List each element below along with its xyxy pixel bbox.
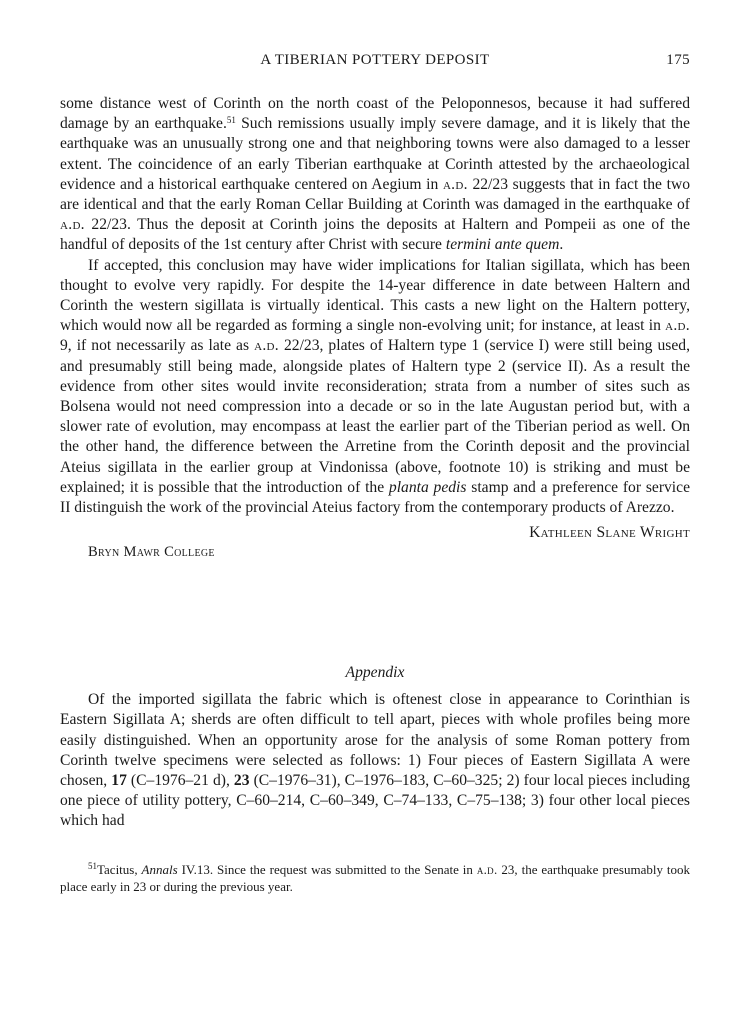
appendix-text-c: (C–1976–31), C–1976–183, C–60–325; 2) four local pieces including one piece of utility pottery, C–60–214, C–60–349, C–74–133, C–75–138; 3) four other local pieces which had xyxy=(60,772,690,830)
para2-text-c: 22/23, plates of Haltern type 1 (service I) were still being used, and presumably still being made, alongside plates of Haltern type 2 (service II). As a result the evidence from other sites would invite reconsideration; strata from a number of sites such as Bolsena would not need compression into a decade or so in the late Augustan period but, with a slower rate of evolution, may encompass at least the earlier part of the Tiberian period as well. On the other hand, the difference between the Arretine from the Corinth deposit and the provincial Ateius sigillata in the earlier group at Vindonissa (above, footnote 10) is striking and must be explained; it is possible that the introduction of the xyxy=(60,337,690,496)
footnote-number: 51 xyxy=(88,860,97,871)
page-number: 175 xyxy=(666,52,690,68)
para1-text-b: Such remissions usually imply severe damage, and it is likely that the earthquake was an unusually strong one and that neighboring towns were also damaged to a lesser extent. The coincidence of an early Tiberian earthquake at Corinth attested by the archaeological evidence and a historical earthquake centered on Aegium in xyxy=(60,115,691,193)
footnote-ad: a.d. xyxy=(476,861,498,877)
para1-ad-2: a.d. xyxy=(60,216,85,234)
para2-text-a: If accepted, this conclusion may have wider implications for Italian sigillata, which has been thought to evolve very rapidly. For despite the 14-year difference in date between Haltern and Corinth the western sigillata is virtually identical. This casts a new light on the Haltern pottery, which would now all be regarded as forming a single non-evolving unit; for instance, at least in xyxy=(60,256,690,335)
para2-ad-2: a.d. xyxy=(254,337,279,355)
para1-italic-termini: termini ante quem xyxy=(445,236,560,254)
para1-ad-1: a.d. xyxy=(442,175,468,193)
author-affiliation: Bryn Mawr College xyxy=(88,544,215,561)
para1-text-d: 22/23. Thus the deposit at Corinth joins the deposits at Haltern and Pompeii as one of the handful of deposits of the 1st century after Christ with secure xyxy=(60,216,690,254)
para2-italic-planta: planta pedis xyxy=(388,478,467,496)
para2-text-b: 9, if not necessarily as late as xyxy=(60,337,255,355)
para1-text-c: 22/23 suggests that in fact the two are identical and that the early Roman Cellar Building at Corinth was damaged in the earthquake of xyxy=(60,175,690,214)
footnote-ref-51[interactable]: 51 xyxy=(226,115,236,126)
appendix-paragraph xyxy=(60,690,690,831)
running-title: A TIBERIAN POTTERY DEPOSIT xyxy=(260,52,490,68)
footnote-51 xyxy=(60,861,690,895)
footnote-text-a: IV.13. Since the request was submitted to the Senate in xyxy=(177,861,477,877)
author-name: Kathleen Slane Wright xyxy=(529,524,690,542)
body-paragraph-2 xyxy=(60,256,690,519)
appendix-text-a: Of the imported sigillata the fabric which is oftenest close in appearance to Corinthian is Eastern Sigillata A; sherds are often difficult to tell apart, pieces with whole profiles being more easily distinguished. When an opportunity arose for the analysis of some Roman pottery from Corinth twelve specimens were selected as follows: 1) Four pieces of Eastern Sigillata A were chosen, xyxy=(60,691,690,790)
footnote-text-b: 23, the earthquake presumably took place early in 23 or during the previous year. xyxy=(60,861,691,894)
footnote-work: Annals xyxy=(141,861,178,877)
para1-text-e: . xyxy=(559,236,564,254)
appendix-bold-23: 23 xyxy=(233,772,250,790)
para2-ad-1: a.d. xyxy=(665,317,690,335)
appendix-bold-17: 17 xyxy=(111,772,127,790)
page xyxy=(60,52,690,895)
running-header xyxy=(60,52,690,76)
para2-text-d: stamp and a preference for service II distinguish the work of the provincial Ateius factory from the contemporary products of Arezzo. xyxy=(60,478,690,517)
body-paragraph-1 xyxy=(60,94,690,256)
para1-text-a: some distance west of Corinth on the north coast of the Peloponnesos, because it had suffered damage by an earthquake. xyxy=(60,95,690,133)
appendix-title: Appendix xyxy=(345,664,405,682)
appendix-text-b: (C–1976–21 d), xyxy=(126,772,234,790)
footnote-author: Tacitus, xyxy=(97,861,142,877)
